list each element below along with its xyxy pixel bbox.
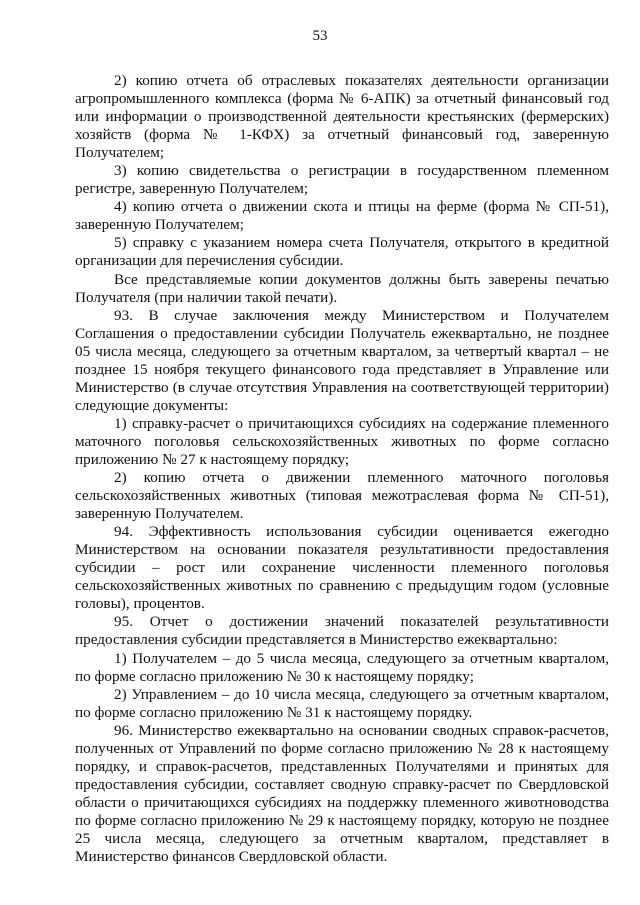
document-body [75,72,609,866]
paragraph-item-3-registry-certificate: 3) копию свидетельства о регистрации в государственном племенном регистре, заверенную Получателем; [75,162,609,198]
paragraph-93: 93. В случае заключения между Министерством и Получателем Соглашения о предоставлении субсидии Получатель ежеквартально, не позднее 05 числа месяца, следующего за отчетным кварталом, за четвертый квартал – не позднее 15 ноября текущего финансового года представляет в Управление или Министерство (в случае отсутствия Управления на соответствующей территории) следующие документы: [75,306,609,414]
paragraph-item-4-livestock-report: 4) копию отчета о движении скота и птицы на ферме (форма № СП-51), заверенную Получателем; [75,198,609,234]
paragraph-item-2-report-copy: 2) копию отчета об отраслевых показателях деятельности организации агропромышленного комплекса (форма № 6-АПК) за отчетный финансовый год или информации о производственной деятельности крестьянских (фермерских) хозяйств (форма № 1-КФХ) за отчетный финансовый год, заверенную Получателем; [75,72,609,162]
paragraph-item-5-bank-account: 5) справку с указанием номера счета Получателя, открытого в кредитной организации для перечисления субсидии. [75,234,609,270]
page-number: 53 [312,28,328,44]
paragraph-copies-certification: Все представляемые копии документов должны быть заверены печатью Получателя (при наличии такой печати). [75,270,609,306]
paragraph-93-item-1: 1) справку-расчет о причитающихся субсидиях на содержание племенного маточного поголовья сельскохозяйственных животных по форме согласно приложению № 27 к настоящему порядку; [75,414,609,468]
paragraph-93-item-2: 2) копию отчета о движении племенного маточного поголовья сельскохозяйственных животных (типовая межотраслевая форма № СП-51), заверенную Получателем. [75,469,609,523]
paragraph-95: 95. Отчет о достижении значений показателей результативности предоставления субсидии представляется в Министерство ежеквартально: [75,613,609,649]
paragraph-94: 94. Эффективность использования субсидии оценивается ежегодно Министерством на основании показателя результативности предоставления субсидии – рост или сохранение численности племенного поголовья сельскохозяйственных животных по сравнению с предыдущим годом (условные головы), процентов. [75,523,609,613]
paragraph-95-item-2: 2) Управлением – до 10 числа месяца, следующего за отчетным кварталом, по форме согласно приложению № 31 к настоящему порядку. [75,685,609,721]
paragraph-96: 96. Министерство ежеквартально на основании сводных справок-расчетов, полученных от Управлений по форме согласно приложению № 28 к настоящему порядку, и справок-расчетов, представленных Получателями и принятых для предоставления субсидии, составляет сводную справку-расчет по Свердловской области о причитающихся субсидиях на поддержку племенного животноводства по форме согласно приложению № 29 к настоящему порядку, которую не позднее 25 числа месяца, следующего за отчетным кварталом, представляет в Министерство финансов Свердловской области. [75,721,609,866]
paragraph-95-item-1: 1) Получателем – до 5 числа месяца, следующего за отчетным кварталом, по форме согласно приложению № 30 к настоящему порядку; [75,649,609,685]
